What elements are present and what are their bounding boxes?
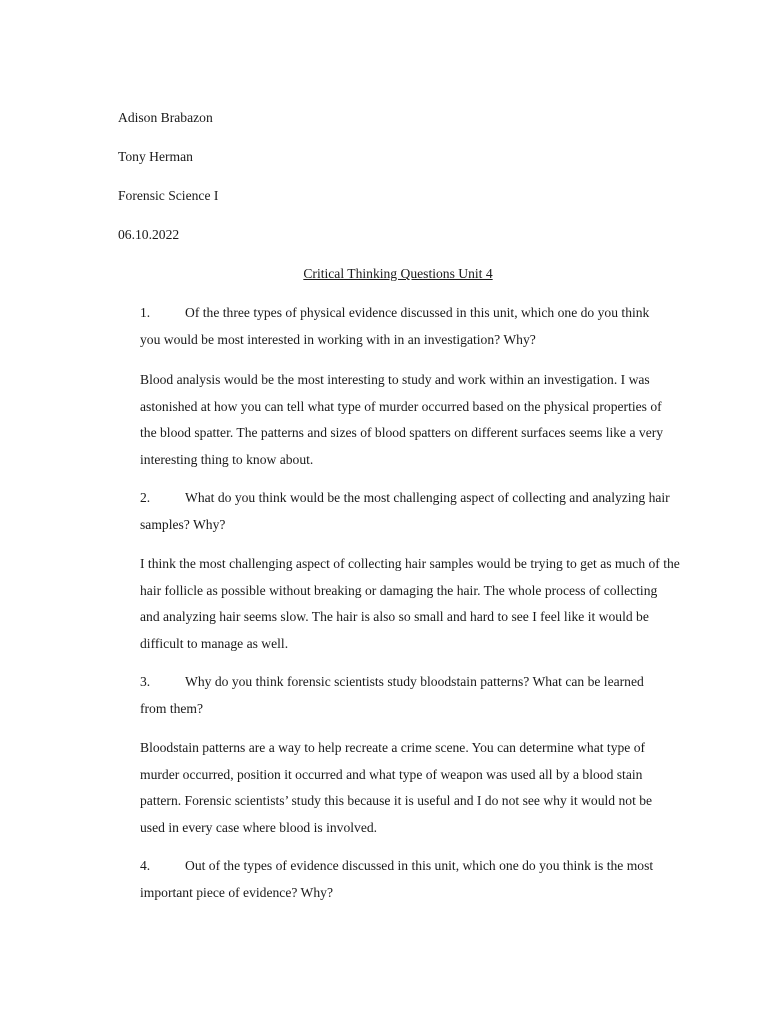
course-name: Forensic Science I <box>118 188 219 203</box>
question-2 <box>140 485 670 538</box>
question-text: What do you think would be the most challenging aspect of collecting and analyzing hair samples? Why? <box>140 490 670 532</box>
answer-3: Bloodstain patterns are a way to help recreate a crime scene. You can determine what type of murder occurred, position it occurred and what type of weapon was used all by a blood stain pattern. Forensic scientists’ study this because it is useful and I do not see why it would not be used in every case where blood is involved. <box>140 740 653 835</box>
question-1 <box>140 300 670 353</box>
answer-2: I think the most challenging aspect of collecting hair samples would be trying to get as much of the hair follicle as possible without breaking or damaging the hair. The whole process of collecting and analyzing hair seems slow. The hair is also so small and hard to see I feel like it would be difficult to manage as well. <box>140 556 680 651</box>
question-text: Why do you think forensic scientists study bloodstain patterns? What can be learned from them? <box>140 674 644 716</box>
document-title: Critical Thinking Questions Unit 4 <box>303 266 493 281</box>
question-number: 3. <box>140 674 151 689</box>
question-text: Of the three types of physical evidence discussed in this unit, which one do you think you would be most interested in working with in an investigation? Why? <box>140 305 650 347</box>
teacher-name: Tony Herman <box>118 149 193 164</box>
question-number: 1. <box>140 305 151 320</box>
question-4 <box>140 853 670 906</box>
question-number: 2. <box>140 490 151 505</box>
question-text: Out of the types of evidence discussed in this unit, which one do you think is the most important piece of evidence? Why? <box>140 858 654 900</box>
student-name: Adison Brabazon <box>118 110 213 125</box>
document-date: 06.10.2022 <box>118 227 180 242</box>
answer-1: Blood analysis would be the most interesting to study and work within an investigation. I was astonished at how you can tell what type of murder occurred based on the physical properties of the blood spatter. The patterns and sizes of blood spatters on different surfaces seems like a very interesting thing to know about. <box>140 372 664 467</box>
question-number: 4. <box>140 858 151 873</box>
question-3 <box>140 669 670 722</box>
